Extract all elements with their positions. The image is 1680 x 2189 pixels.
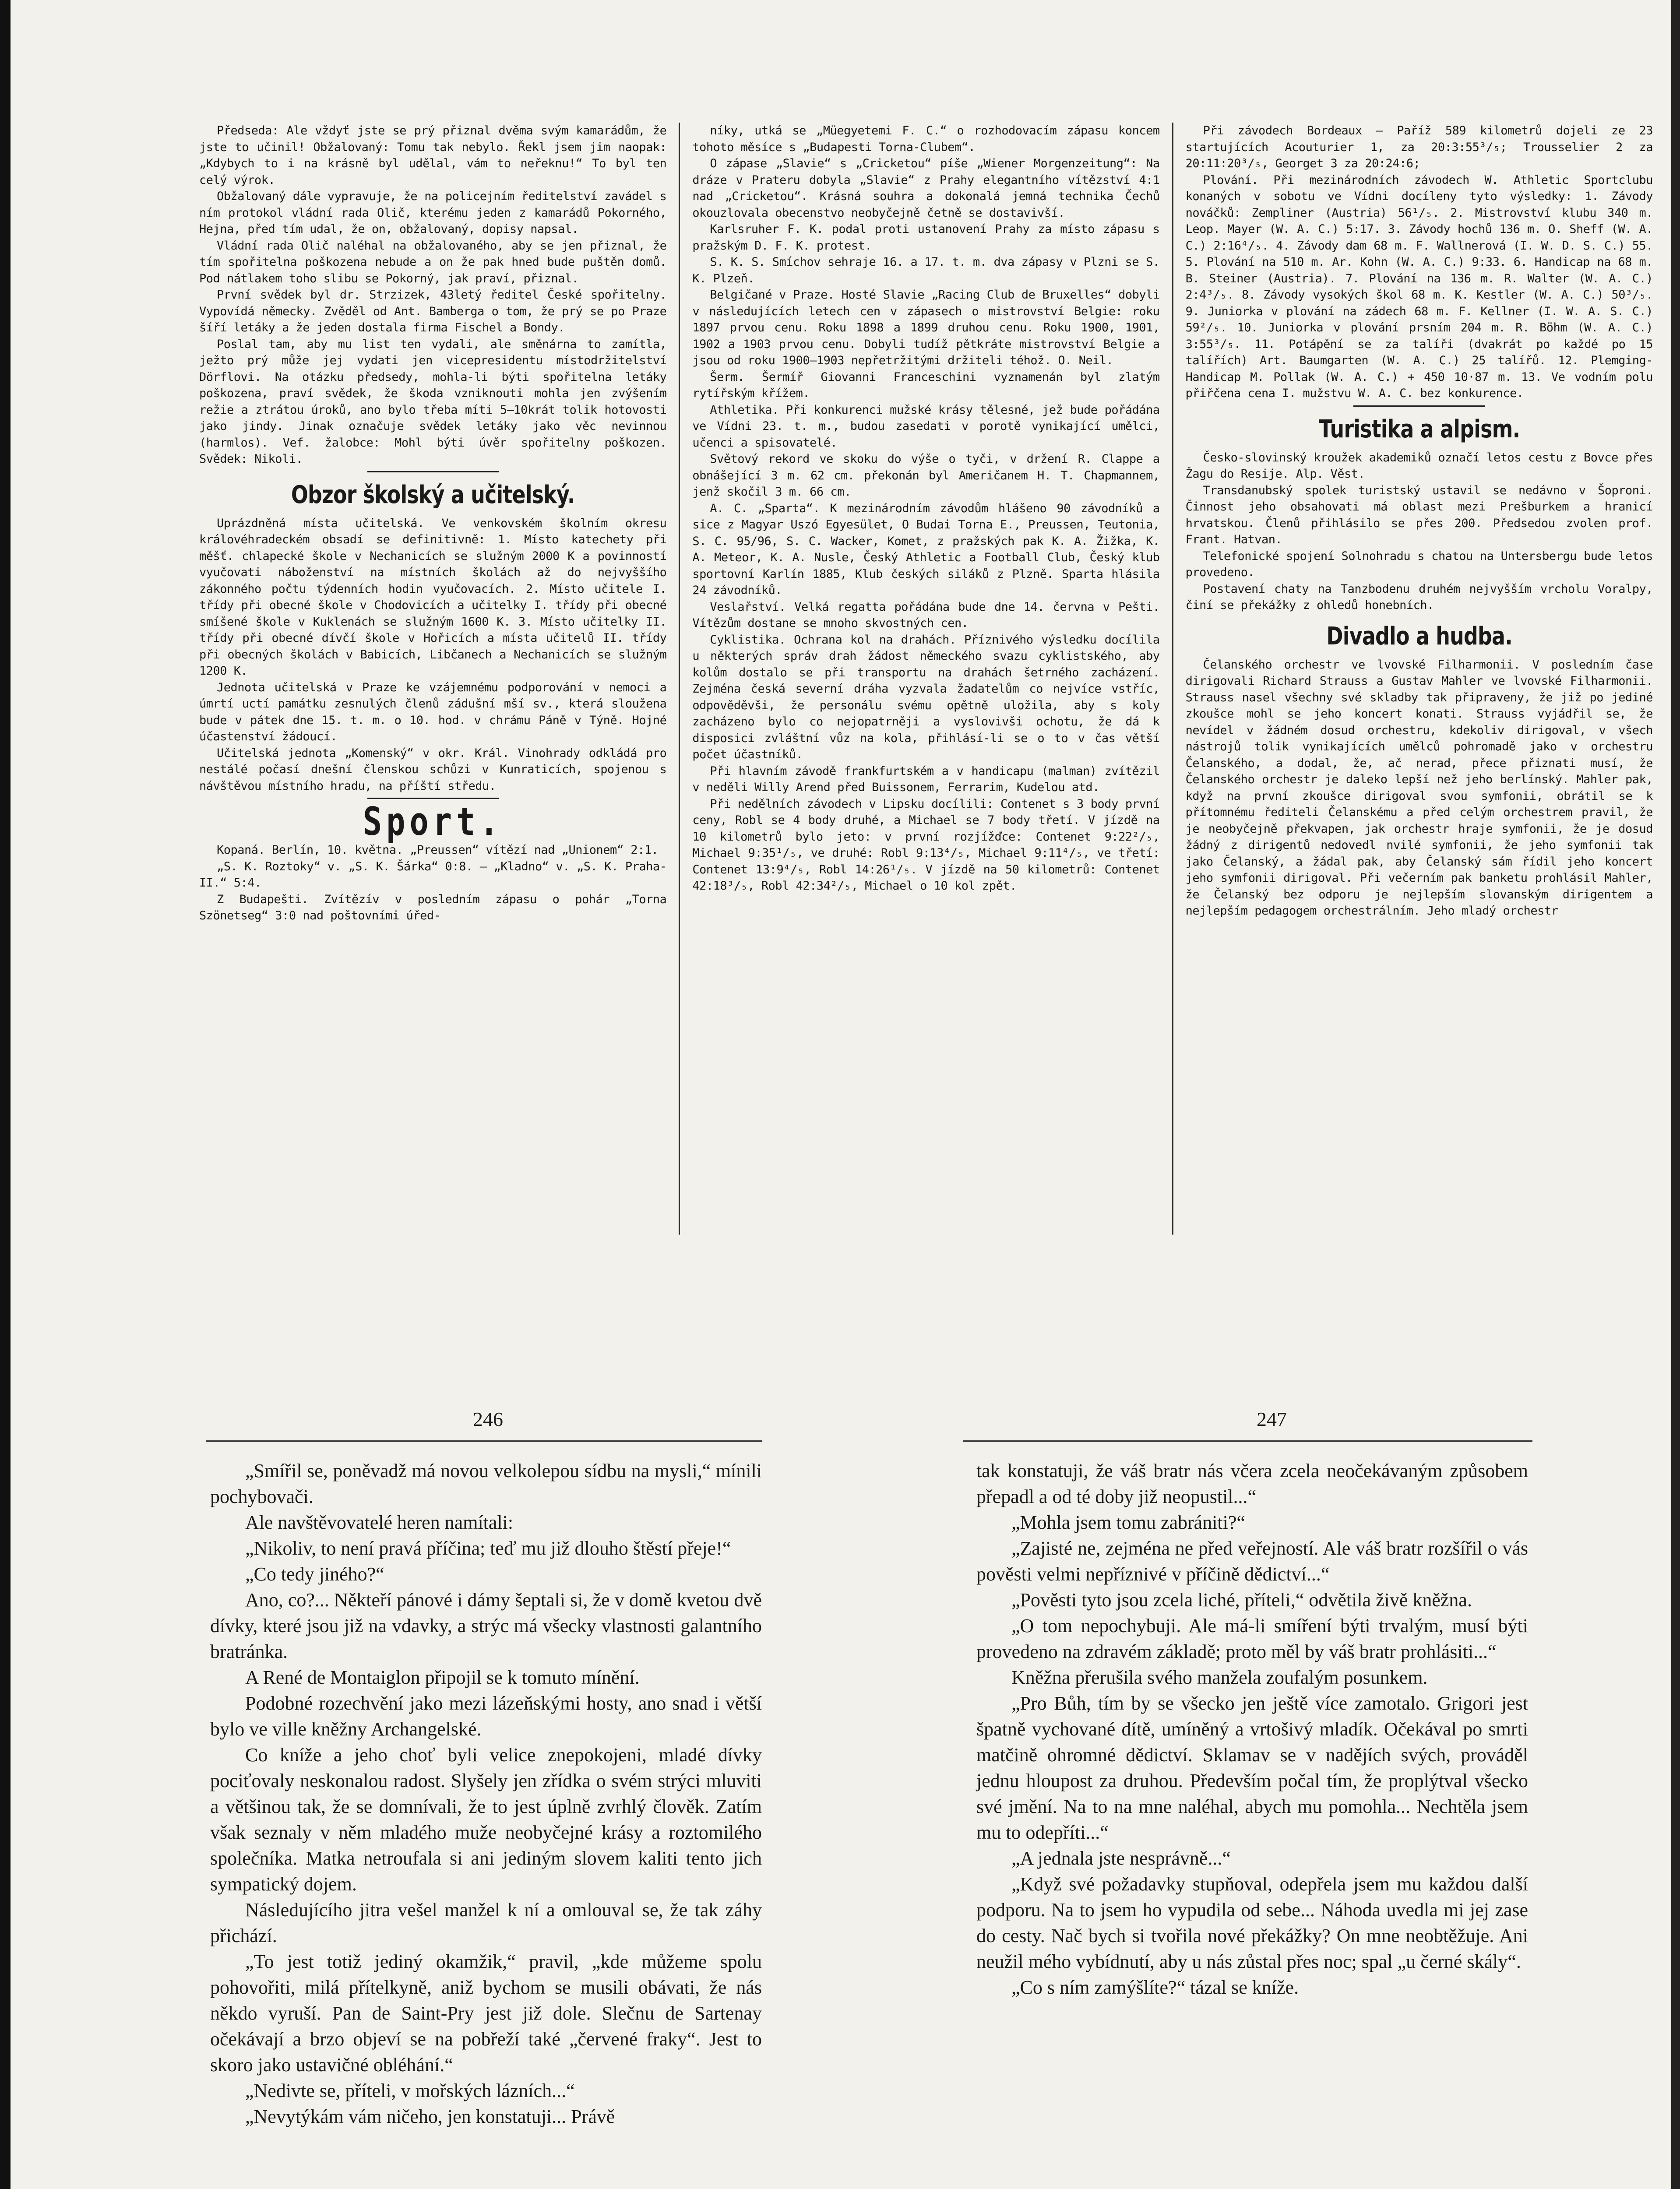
paragraph: Ale navštěvovatelé heren namítali: (245, 1512, 514, 1533)
paragraph: Předseda: Ale vždyť jste se prý přiznal dvěma svým kamarádům, že jste to učinil! Obžalovaný: Tomu tak nebylo. Řekl jsem jim naopak: „Kdybych to i na krásně byl udělal, vám to neřeknu!“ To byl ten celý výrok. (199, 124, 667, 187)
paragraph: Plování. Při mezinárodních závodech W. Athletic Sportclubu konaných v sobotu ve Vídni docíleny tyto výsledky: 1. Závody nováčků: Zempliner (Austria) 56¹/₅. 2. Mistrovství klubu 340 m. Leop. Mayer (W. A. C.) 5:17. 3. Závody hochů 136 m. O. Sheff (W. A. C.) 2:16⁴/₅. 4. Závody dam 68 m. F. Wallnerová (I. W. D. S. C.) 55. 5. Plování na 510 m. Ar. Kohn (W. A. C.) 9:33. 6. Handicap na 68 m. B. Steiner (Austria). 7. Plování na 136 m. R. Walter (W. A. C.) 2:4³/₅. 8. Závody vysokých škol 68 m. K. Kestler (W. A. C.) 50³/₅. 9. Juniorka v plování na zádech 68 m. F. Kellner (I. W. A. S. C.) 59²/₅. 10. Juniorka v plování prsním 204 m. R. Böhm (W. A. C.) 3:55³/₅. 11. Potápění se za talíři (dvakrát po každé po 15 talířích) Art. Baumgarten (W. A. C.) 25 talířů. 12. Plemging-Handicap M. Pollak (W. A. C.) + 450 10·87 m. 13. Ve vodním polu přiřčena cena I. mužstvu W. A. C. bez konkurence. (1185, 173, 1653, 400)
paragraph: Vládní rada Olič naléhal na obžalovaného, aby se jen přiznal, že tím spořitelna poškozena nebude a on že pak hned bude puštěn domů. Pod nátlakem toho slibu se Pokorný, jak praví, přiznal. (199, 239, 667, 285)
column-2 (692, 123, 1159, 1243)
paragraph: „O tom nepochybuji. Ale má-li smíření býti trvalým, musí býti provedeno na zdravém základě; proto měl by váš bratr prohlásiti...“ (976, 1615, 1528, 1662)
newspaper-columns (199, 123, 1653, 1261)
page-number-right: 247 (1257, 1408, 1287, 1430)
paragraph: „Nikoliv, to není pravá příčina; teď mu již dlouho štěstí přeje!“ (245, 1538, 731, 1559)
paragraph: První svědek byl dr. Strzizek, 43letý ředitel České spořitelny. Vypovídá německy. Zvěděl od Ant. Bamberga o tom, že prý se po Praze šíří letáky a že jeden dostala firma Fischel a Bondy. (199, 288, 667, 334)
paragraph: Obžalovaný dále vypravuje, že na policejním ředitelství zavádel s ním protokol vládní rada Olič, kterému jeden z kamarádů Pokorného, Hejna, před tím udal, že on, obžalovaný, dopisy napsal. (199, 190, 667, 236)
paragraph: S. K. S. Smíchov sehraje 16. a 17. t. m. dva zápasy v Plzni se S. K. Plzeň. (692, 255, 1160, 285)
paragraph: „Nedivte se, příteli, v mořských lázních...“ (245, 2080, 575, 2101)
divider (367, 471, 499, 472)
paragraph: A. C. „Sparta“. K mezinárodním závodům hlášeno 90 závodníků a sice z Magyar Uszó Egyesület, O Budai Torna E., Preussen, Teutonia, S. C. 95/96, S. C. Wacker, Komet, z pražských pak K. A. Žižka, K. A. Meteor, K. A. Nusle, Český Athletic a Football Club, Český klub sportovní Karlín 1885, Klub českých siláků z Plzně. Sparta hlásila 24 závodníků. (692, 501, 1160, 597)
paragraph: Karlsruher F. K. podal proti ustanovení Prahy za místo zápasu s pražským D. F. K. protest. (692, 222, 1160, 253)
paragraph: Poslal tam, aby mu list ten vydali, ale směnárna to zamítla, ježto prý může jej vydati jen vicepresidentu místodržitelství Dörflovi. Na otázku předsedy, mohla-li býti spořitelna letáky poškozena, praví svědek, že škoda vzniknouti mohla jen zvýšením režie a ztrátou úroků, ano bylo třeba míti 5—10krát tolik hotovosti jako jindy. Jinak označuje svědek letáky jako věc nevinnou (harmlos). Vef. žalobce: Mohl býti úvěr spořitelny poškozen. Svědek: Nikoli. (199, 337, 667, 466)
section-heading-theatre: Divadlo a hudba. (1326, 622, 1512, 651)
paragraph: „Pověsti tyto jsou zcela liché, příteli,“ odvětila živě kněžna. (1011, 1589, 1472, 1611)
paragraph: A René de Montaiglon připojil se k tomuto mínění. (245, 1667, 640, 1688)
column-rule (1172, 123, 1173, 1235)
paragraph: Belgičané v Praze. Hosté Slavie „Racing Club de Bruxelles“ dobyli v následujících letech cen v zápasech o mistrovství Belgie: roku 1897 prvou cenu. Roku 1898 a 1899 druhou cenu. Roku 1900, 1901, 1902 a 1903 prvou cenu. Dobyli tudíž pětkráte mistrovství Belgie a jsou od roku 1900—1903 nepřetržitými držiteli téhož. O. Neil. (692, 288, 1160, 367)
paragraph: Světový rekord ve skoku do výše o tyči, v držení R. Clappe a obnášející 3 m. 62 cm. překonán byl Američanem H. T. Chapmannem, jenž skočil 3 m. 66 cm. (692, 452, 1160, 499)
column-3 (1186, 123, 1653, 1243)
divider (1353, 405, 1485, 407)
paragraph: Veslařství. Velká regatta pořádána bude dne 14. června v Pešti. Vítězům dostane se mnoho skvostných cen. (692, 600, 1160, 630)
paragraph: Při nedělních závodech v Lipsku docílili: Contenet s 3 body první ceny, Robl se 4 body druhé, a Michael se 7 body třetí. V jízdě na 10 kilometrů bylo jeto: v první rozjížďce: Contenet 9:22²/₅, Michael 9:35¹/₅, ve druhé: Robl 9:13⁴/₅, Michael 9:11⁴/₅, ve třetí: Contenet 13:9⁴/₅, Robl 14:26¹/₅. V jízdě na 50 kilometrů: Contenet 42:18³/₅, Robl 42:34²/₅, Michael o 10 kol zpět. (692, 797, 1160, 893)
paragraph: „Mohla jsem tomu zabrániti?“ (1011, 1512, 1245, 1533)
scan-right-edge (1671, 0, 1680, 2189)
paragraph: Co kníže a jeho choť byli velice znepokojeni, mladé dívky pociťovaly neskonalou radost. Slyšely jen zřídka o svém strýci mluviti a většinou tak, že se domnívali, že to jest úplně zvrhlý člověk. Zatím však seznaly v něm mladého muže neobyčejné krásy a roztomilého společníka. Matka netroufala si ani jediným slovem kaliti tento jich sympatický dojem. (210, 1744, 762, 1895)
paragraph: Česko-slovinský kroužek akademiků označí letos cestu z Bovce přes Žagu do Resije. Alp. Věst. (1185, 450, 1653, 481)
paragraph: Kopaná. Berlín, 10. května. „Preussen“ vítězí nad „Unionem“ 2:1. (217, 843, 659, 857)
paragraph: Při hlavním závodě frankfurtském a v handicapu (malman) zvítězil v neděli Willy Arend před Buissonem, Ferrarim, Kudelou atd. (692, 764, 1160, 794)
page-rule-right (963, 1440, 1532, 1442)
paragraph: Kněžna přerušila svého manžela zoufalým posunkem. (1011, 1667, 1428, 1688)
paragraph: „A jednala jste nesprávně...“ (1011, 1848, 1231, 1869)
paragraph: Při závodech Bordeaux — Paříž 589 kilometrů dojeli ze 23 startujících Acouturier 1, za 20:3:55³/₅; Trousselier 2 za 20:11:20³/₅, Georget 3 za 20:24:6; (1185, 124, 1653, 170)
paragraph: „Smířil se, poněvadž má novou velkolepou sídbu na mysli,“ mínili pochybovači. (210, 1460, 762, 1507)
paragraph: Postavení chaty na Tanzbodenu druhém nejvyšším vrcholu Voralpy, činí se překážky z ohledů honebních. (1185, 582, 1653, 612)
paragraph: Cyklistika. Ochrana kol na drahách. Příznivého výsledku docílila u některých správ drah žádost německého svazu cyklistského, aby kolům dostalo se při transportu na drahách šetrného zacházení. Zejména česká severní dráha vyzvala žadatelům co nejvíce vstříc, odpověděvši, že personálu svému opětně uložila, aby s koly zacházeno bylo co nejopatrněji a vyslovivši ochotu, že dá k disposici zvláštní vůz na kola, přihlásí-li se o to v čas větší počet účastníků. (692, 633, 1160, 761)
paragraph: Podobné rozechvění jako mezi lázeňskými hosty, ano snad i větší bylo ve ville kněžny Archangelské. (210, 1693, 762, 1740)
paragraph: „Pro Bůh, tím by se všecko jen ještě více zamotalo. Grigori jest špatně vychované dítě, umíněný a vrtošivý mladík. Očekával po smrti matčině ohromné dědictví. Sklamav se v nadějích svých, prováděl jednu hloupost za druhou. Především počal tím, že proplýtval všecko své jmění. Na to na mne naléhal, abych mu pomohla... Nechtěla jsem mu to odepříti...“ (976, 1693, 1528, 1843)
paragraph: Ano, co?... Někteří pánové i dámy šeptali si, že v domě kvetou dvě dívky, které jsou již na vdavky, a strýc má všecky vlastnosti galantního bratránka. (210, 1589, 762, 1662)
paragraph: Uprázdněná místa učitelská. Ve venkovském školním okresu královéhradeckém obsadí se definitivně: 1. Místo katechety při měšť. chlapecké škole v Nechanicích se služným 2000 K a povinností vyučovati náboženství na místních školách až do nejvyššího zákonného počtu týdenních hodin vyučovacích. 2. Místo učitele I. třídy při obecné škole v Chodovicích a učitelky I. třídy při obecné smíšené škole v Kuklenách se služným 1600 K. 3. Místo učitelky II. třídy při obecné dívčí škole v Hořicích a místa učitelů II. třídy při obecných školách v Babicích, Libčanech a Nechanicích se služným 1200 K. (199, 516, 667, 678)
paragraph: Athletika. Při konkurenci mužské krásy tělesné, jež bude pořádána ve Vídni 23. t. m., budou zasedati v porotě vynikající umělci, učenci a spisovatelé. (692, 403, 1160, 450)
column-1 (199, 123, 666, 1243)
scan-left-edge (0, 0, 11, 2189)
paragraph: O zápase „Slavie“ s „Cricketou“ píše „Wiener Morgenzeitung“: Na dráze v Prateru dobyla „Slavie“ z Prahy elegantního vítězství 4:1 nad „Cricketou“. Krásná souhra a dokonalá jemná technika Čechů okouzlovala obecenstvo neobyčejně četně se dostavivší. (692, 157, 1160, 220)
paragraph: Jednota učitelská v Praze ke vzájemnému podporování v nemoci a úmrtí uctí památku zesnulých členů zádušní mší sv., která sloužena bude v pátek dne 15. t. m. o 10. hod. v chrámu Páně v Týně. Hojné účastenství žádoucí. (199, 680, 667, 743)
paragraph: „Co tedy jiného?“ (245, 1563, 384, 1585)
paragraph: „S. K. Roztoky“ v. „S. K. Šárka“ 0:8. — „Kladno“ v. „S. K. Praha-II.“ 5:4. (199, 859, 667, 890)
section-heading-tourism: Turistika a alpism. (1318, 415, 1520, 443)
book-page-right (976, 1458, 1528, 2189)
paragraph: Čelanského orchestr ve lvovské Filharmonii. V posledním čase dirigovali Richard Strauss a Gustav Mahler ve lvovské Filharmonii. Strauss nasel všechny své skladby tak připraveny, že již po jediné zkoušce mohl se jeho koncert konati. Strauss vyjádřil se, že nevídel v žádném dosud orchestru, kdekoliv dirigoval, v všech nástrojů tolik vynikajících umělců pohromadě jako v orchestru Čelanského, a dodal, že, ač nerad, přece přiznati musí, že Čelanského orchestr je daleko lepší než jeho berlínský. Mahler pak, když na první zkoušce dirigoval svou symfonii, obrátil se k přítomnému řediteli Čelanskému a před celým orchestrem pravil, že je neobyčejně překvapen, jak orchestr hraje symfonii, že je dosud žádný z dirigentů nedovedl nvilé symfonii, že jeho symfonii tak jako Čelanský, a žádal pak, aby Čelanský sám řídil jeho koncert jeho symfonii dirigoval. Při večerním pak banketu prohlásil Mahler, že Čelanský bez odporu je nejlepším slovanským dirigentem a nejlepším pedagogem orchestrálním. Jeho mladý orchestr (1185, 658, 1653, 918)
paragraph: „Co s ním zamýšlíte?“ tázal se kníže. (1011, 1977, 1299, 1998)
column-rule (679, 123, 680, 1235)
paragraph: „Zajisté ne, zejména ne před veřejností. Ale váš bratr rozšířil o vás pověsti velmi nepříznivé v příčině dědictví...“ (976, 1538, 1528, 1585)
paragraph: Následujícího jitra vešel manžel k ní a omlouval se, že tak záhy přichází. (210, 1899, 762, 1946)
paragraph: Transdanubský spolek turistský ustavil se nedávno v Šoproni. Činnost jeho obsahovati má oblast mezi Prešburkem a hranicí hrvatskou. Členů přihlásilo se přes 200. Předsedou zvolen prof. Frant. Hatvan. (1185, 483, 1653, 546)
section-heading-schools: Obzor školský a učitelský. (291, 480, 575, 509)
paragraph: níky, utká se „Müegyetemi F. C.“ o rozhodovacím zápasu koncem tohoto měsíce s „Budapesti Torna-Clubem“. (692, 124, 1160, 154)
paragraph: „Když své požadavky stupňoval, odepřela jsem mu každou další podporu. Na to jsem ho vypudila od sebe... Náhoda uvedla mi jej zase do cesty. Nač bych si tvořila nové překážky? On mne neobtěžuje. Ani neužil mého vybídnutí, aby u nás zůstal přes noc; spal „u černé skály“. (976, 1873, 1528, 1972)
page-number-left: 246 (473, 1408, 503, 1430)
book-page-left (210, 1458, 762, 2189)
paragraph: „Nevytýkám vám ničeho, jen konstatuji... Právě (245, 2106, 615, 2127)
paragraph: Z Budapešti. Zvítězív v posledním zápasu o pohár „Torna Szönetseg“ 3:0 nad poštovními úřed- (199, 892, 667, 922)
paragraph: tak konstatuji, že váš bratr nás včera zcela neočekávaným způsobem přepadl a od té doby již neopustil...“ (976, 1460, 1528, 1507)
paragraph: Telefonické spojení Solnohradu s chatou na Untersbergu bude letos provedeno. (1185, 549, 1653, 579)
page-rule-left (206, 1440, 762, 1442)
paragraph: Učitelská jednota „Komenský“ v okr. Král. Vinohrady odkládá pro nestálé počasí dnešní členskou schůzi v Kunraticích, spojenou s návštěvou místního hradu, na příští středu. (199, 746, 667, 793)
section-heading-sport: Sport. (363, 799, 503, 844)
paragraph: Šerm. Šermíř Giovanni Franceschini vyznamenán byl zlatým rytířským křížem. (692, 370, 1160, 400)
paragraph: „To jest totiž jediný okamžik,“ pravil, „kde můžeme spolu pohovořiti, milá přítelkyně, aniž bychom se musili obávati, že nás někdo vyruší. Pan de Saint-Pry jest již dole. Slečnu de Sartenay očekávají a brzo objeví se na pobřeží také „červené fraky“. Jest to skoro jako ustavičné obléhání.“ (210, 1951, 762, 2076)
